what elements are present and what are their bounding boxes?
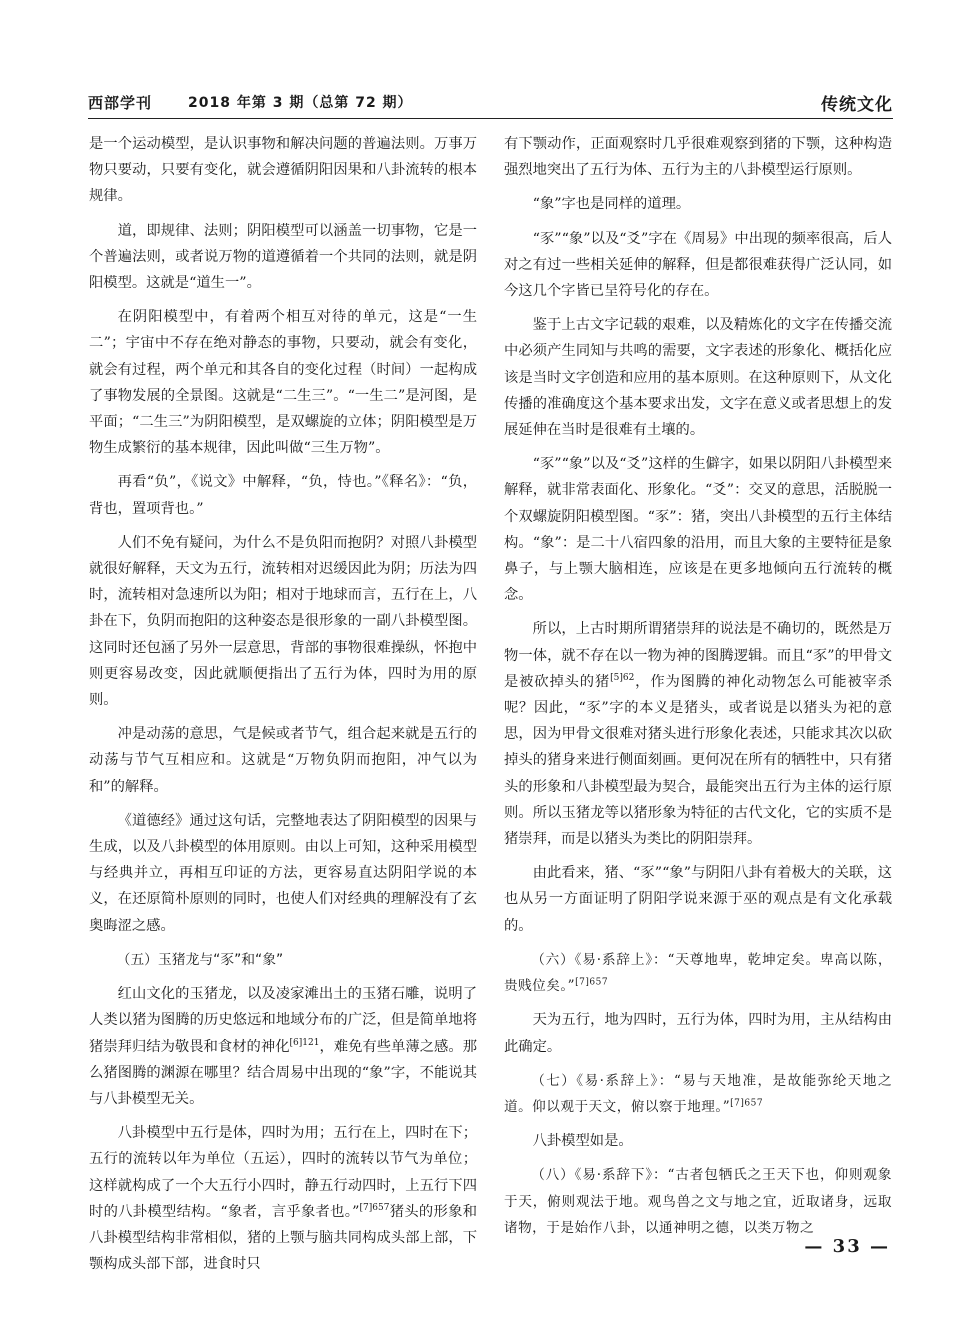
paragraph: 八卦模型如是。 — [532, 1133, 633, 1150]
paragraph: “豕”“象”以及“爻”这样的生僻字，如果以阴阳八卦模型来解释，就非常表面化、形象化。“爻”：交叉的意思，活脱脱一个双螺旋阴阳模型图。“豕”：猪，突出八卦模型的五行主体结构。“象”：是二十八宿四象的沿用，而且大象的主要特征是象鼻子，与上颚大脑相连，应该是在更多地倾向五行流转的概念。 — [504, 456, 892, 604]
paragraph: 冲是动荡的意思，气是候或者节气，组合起来就是五行的动荡与节气互相应和。这就是“万物负阴而抱阳，冲气以为和”的解释。 — [89, 726, 477, 795]
issue-info: 2018 年第 3 期（总第 72 期） — [188, 95, 413, 111]
classic-quote — [504, 947, 892, 999]
paragraph: 《道德经》通过这句话，完整地表达了阴阳模型的因果与生成，以及八卦模型的体用原则。由以上可知，这种采用模型与经典并立，再相互印证的方法，更容易直达阴阳学说的本义，在还原简朴原则的同时，也使人们对经典的理解没有了玄奥晦涩之感。 — [89, 812, 477, 934]
citation: [7]657 — [575, 977, 609, 988]
paragraph: 是一个运动模型，是认识事物和解决问题的普遍法则。万事万物只要动，只要有变化，就会遵循阴阳因果和八卦流转的根本规律。 — [89, 136, 477, 205]
left-column — [89, 131, 478, 1273]
paragraph-text: ，作为图腾的神化动物怎么可能被宰杀呢？因此，“豕”字的本义是猪头，或者说是以猪头为祀的意思，因为甲骨文很难对猪头进行形象化表述，只能求其次以砍掉头的猪身来进行侧面刻画。更何况在所有的牺牲中，只有猪头的形象和八卦模型最为契合，最能突出五行为主体的运行原则。所以玉猪龙等以猪形象为特征的古代文化，它的实质不是猪崇拜，而是以猪头为类比的阴阳崇拜。 — [504, 673, 893, 848]
paragraph — [504, 616, 892, 852]
right-column — [504, 131, 892, 1241]
paragraph-text: ，难免有些单薄之感。那么猪图腾的渊源在哪里？结合周易中出现的“象”字，不能说其与八卦模型无关。 — [89, 1038, 477, 1107]
paragraph: 天为五行，地为四时，五行为体，四时为用，主从结构由此确定。 — [504, 1012, 892, 1055]
paragraph-text: 所以，上古时期所谓猪崇拜的说法是不确切的，既然是万物一体，就不存在以一物为神的图腾逻辑。而且“豕”的甲骨文是被砍掉头的猪 — [504, 621, 892, 690]
paragraph-text: 八卦模型中五行是体，四时为用；五行在上，四时在下；五行的流转以年为单位（五运），四时的流转以节气为单位；这样就构成了一个大五行小四时，静五行动四时，上五行下四时的八卦模型结构。“象者，言乎象者也。” — [89, 1125, 477, 1220]
citation: [6]121 — [289, 1037, 320, 1048]
paragraph — [89, 981, 477, 1112]
paragraph: 道，即规律、法则；阴阳模型可以涵盖一切事物，它是一个普遍法则，或者说万物的道遵循着一个共同的法则，就是阴阳模型。这就是“道生一”。 — [89, 222, 477, 292]
paragraph: 有下颚动作，正面观察时几乎很难观察到猪的下颚，这种构造强烈地突出了五行为体、五行为主的八卦模型运行原则。 — [504, 136, 892, 179]
quote-text: （六）《易·系辞上》：“天尊地卑，乾坤定矣。卑高以陈，贵贱位矣。” — [504, 951, 892, 995]
paragraph: 人们不免有疑问，为什么不是负阳而抱阴？对照八卦模型就很好解释，天文为五行，流转相对迟缓因此为阴；历法为四时，流转相对急速所以为阳；相对于地球而言，五行在上，八卦在下，负阴而抱阳的这种姿态是很形象的一副八卦模型图。这同时还包涵了另外一层意思，背部的事物很难操纵，怀抱中则更容易改变，因此就顺便指出了五行为体，四时为用的原则。 — [89, 534, 477, 709]
classic-quote — [504, 1068, 892, 1120]
citation: [5]62 — [610, 673, 635, 684]
citation: [7]657 — [730, 1098, 764, 1109]
paragraph-text: 红山文化的玉猪龙，以及凌家滩出土的玉猪石雕，说明了人类以猪为图腾的历史悠远和地域分布的广泛，但是简单地将猪崇拜归结为敬畏和食材的神化 — [89, 986, 477, 1055]
paragraph — [89, 1120, 477, 1277]
quote-text: （七）《易·系辞上》：“易与天地准，是故能弥纶天地之道。仰以观于天文，俯以察于地理。” — [504, 1072, 892, 1115]
paragraph: “象”字也是同样的道理。 — [532, 196, 691, 213]
classic-quote: （八）《易·系辞下》：“古者包牺氏之王天下也，仰则观象于天，俯则观法于地。观鸟兽之文与地之宜，近取诸身，远取诸物，于是始作八卦，以通神明之德，以类万物之 — [504, 1167, 892, 1236]
paragraph: “豕”“象”以及“爻”字在《周易》中出现的频率很高，后人对之有过一些相关延伸的解释，但是都很难获得广泛认同，如今这几个字皆已呈符号化的存在。 — [504, 230, 892, 300]
header-rule — [88, 118, 893, 119]
page-number: — 33 — — [804, 1236, 890, 1257]
paragraph: 由此看来，猪、“豕”“象”与阴阳八卦有着极大的关联，这也从另一方面证明了阴阳学说来源于巫的观点是有文化承载的。 — [504, 865, 892, 934]
paragraph: 鉴于上古文字记载的艰难，以及精炼化的文字在传播交流中必须产生同知与共鸣的需要，文字表述的形象化、概括化应该是当时文字创造和应用的基本原则。在这种原则下，从文化传播的准确度这个基本要求出发，文字在意义或者思想上的发展延伸在当时是很难有土壤的。 — [504, 317, 892, 439]
journal-name: 西部学刊 — [88, 94, 153, 112]
section-subheading: （五）玉猪龙与“豕”和“象” — [116, 951, 284, 968]
paragraph-text: 猪头的形象和八卦模型结构非常相似，猪的上颚与脑共同构成头部上部，下颚构成头部下部，进食时只 — [89, 1203, 478, 1273]
paragraph: 再看“负”，《说文》中解释，“负，恃也。”《释名》：“负，背也，置项背也。” — [89, 474, 477, 517]
paragraph: 在阴阳模型中，有着两个相互对待的单元，这是“一生二”；宇宙中不存在绝对静态的事物，只要动，就会有变化，就会有过程，两个单元和其各自的变化过程（时间）一起构成了事物发展的全景图。这就是“二生三”。“一生二”是河图，是平面；“二生三”为阴阳模型，是双螺旋的立体；阴阳模型是万物生成繁衍的基本规律，因此叫做“三生万物”。 — [89, 309, 477, 457]
page-header — [88, 84, 893, 118]
citation: [7]657 — [359, 1202, 390, 1213]
section-title: 传统文化 — [821, 95, 893, 115]
